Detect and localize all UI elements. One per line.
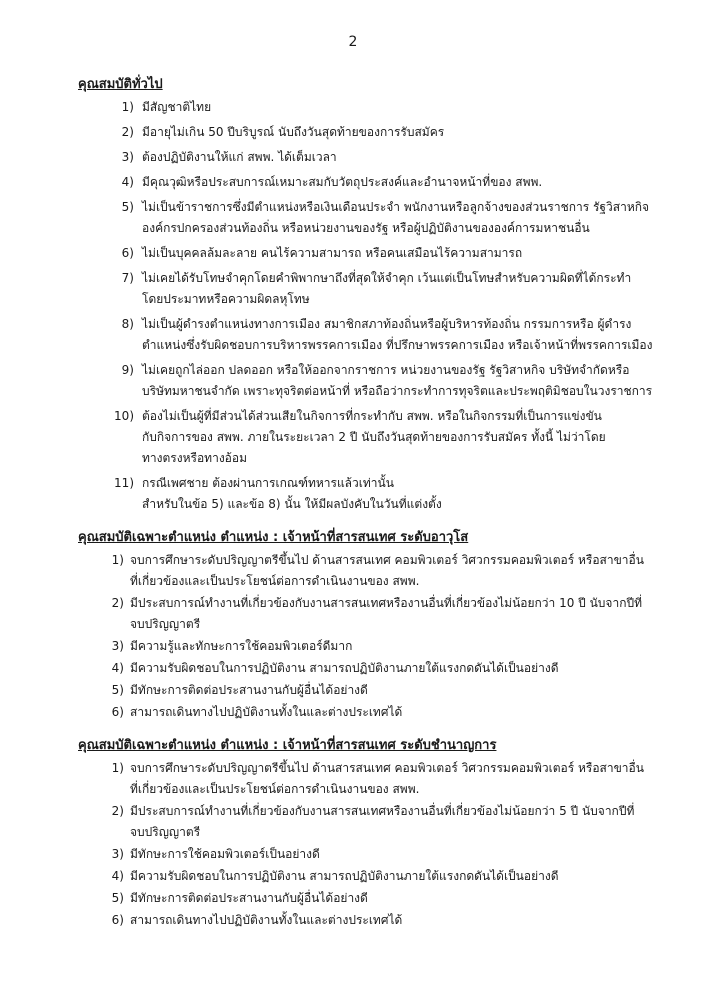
list-item (108, 408, 678, 467)
professional-qualifications-section (78, 737, 678, 929)
item-number: 4) (121, 175, 134, 189)
list-item (108, 595, 678, 633)
item-text-line: ต้องปฏิบัติงานให้แก่ สพพ. ได้เต็มเวลา (142, 150, 337, 164)
item-text-line: มีประสบการณ์ทำงานที่เกี่ยวข้องกับงานสารสนเทศหรืองานอื่นที่เกี่ยวข้องไม่น้อยกว่า 10 ปี นับจากปีที่ (130, 596, 642, 610)
item-text-line: ไม่เคยได้รับโทษจำคุกโดยคำพิพากษาถึงที่สุดให้จำคุก เว้นแต่เป็นโทษสำหรับความผิดที่ได้กระทำ (142, 271, 632, 285)
item-text-line: มีประสบการณ์ทำงานที่เกี่ยวข้องกับงานสารสนเทศหรืองานอื่นที่เกี่ยวข้องไม่น้อยกว่า 5 ปี นับจากปีที่ (130, 804, 635, 818)
item-text-line: มีอายุไม่เกิน 50 ปีบริบูรณ์ นับถึงวันสุดท้ายของการรับสมัคร (142, 125, 445, 139)
list-item (108, 760, 678, 798)
list-item (108, 868, 678, 885)
page-number: 2 (348, 34, 358, 50)
item-text-line: มีสัญชาติไทย (142, 100, 212, 114)
item-text-line: สามารถเดินทางไปปฏิบัติงานทั้งในและต่างประเทศได้ (130, 705, 403, 719)
list-item (108, 552, 678, 590)
item-number: 1) (111, 553, 124, 567)
item-text-line: จบปริญญาตรี (130, 825, 201, 839)
senior-qualifications-list (108, 552, 678, 721)
item-number: 2) (111, 596, 124, 610)
item-text-line: มีความรู้และทักษะการใช้คอมพิวเตอร์ดีมาก (130, 639, 353, 653)
item-number: 4) (111, 869, 124, 883)
professional-qualifications-list (108, 760, 678, 929)
list-item (108, 475, 678, 513)
item-text-line: ไม่เคยถูกไล่ออก ปลดออก หรือให้ออกจากราชการ หน่วยงานของรัฐ รัฐวิสาหกิจ บริษัทจำกัดหรือ (142, 363, 630, 377)
senior-qualifications-heading: คุณสมบัติเฉพาะตำแหน่ง ตำแหน่ง : เจ้าหน้าที่สารสนเทศ ระดับอาวุโส (78, 530, 469, 545)
list-item (108, 912, 678, 929)
item-number: 11) (114, 476, 134, 490)
item-number: 6) (121, 246, 134, 260)
list-item (108, 270, 678, 308)
item-text-line: มีทักษะการติดต่อประสานงานกับผู้อื่นได้อย่างดี (130, 891, 368, 905)
item-text-line: โดยประมาทหรือความผิดลหุโทษ (142, 292, 310, 306)
item-text-line: จบการศึกษาระดับปริญญาตรีขึ้นไป ด้านสารสนเทศ คอมพิวเตอร์ วิศวกรรมคอมพิวเตอร์ หรือสาขาอื่น (130, 761, 644, 775)
item-number: 6) (111, 913, 124, 927)
item-text-line: มีทักษะการติดต่อประสานงานกับผู้อื่นได้อย่างดี (130, 683, 368, 697)
item-text-line: สามารถเดินทางไปปฏิบัติงานทั้งในและต่างประเทศได้ (130, 913, 403, 927)
item-number: 4) (111, 661, 124, 675)
list-item (108, 99, 678, 116)
item-number: 8) (121, 317, 134, 331)
item-text-line: มีความรับผิดชอบในการปฏิบัติงาน สามารถปฏิบัติงานภายใต้แรงกดดันได้เป็นอย่างดี (130, 869, 559, 883)
item-number: 1) (111, 761, 124, 775)
list-item (108, 638, 678, 655)
item-number: 5) (121, 200, 134, 214)
item-number: 3) (111, 639, 124, 653)
item-text-line: กรณีเพศชาย ต้องผ่านการเกณฑ์ทหารแล้วเท่านั้น (142, 476, 394, 490)
item-number: 10) (114, 409, 134, 423)
item-text-line: ไม่เป็นผู้ดำรงตำแหน่งทางการเมือง สมาชิกสภาท้องถิ่นหรือผู้บริหารท้องถิ่น กรรมการหรือ ผู้ดำรง (142, 317, 632, 331)
senior-qualifications-section (78, 529, 678, 721)
general-qualifications-heading: คุณสมบัติทั่วไป (78, 77, 163, 92)
item-text-line: กับกิจการของ สพพ. ภายในระยะเวลา 2 ปี นับถึงวันสุดท้ายของการรับสมัคร ทั้งนี้ ไม่ว่าโดย (142, 430, 606, 444)
item-text-line: องค์กรปกครองส่วนท้องถิ่น หรือหน่วยงานของรัฐ หรือผู้ปฏิบัติงานขององค์การมหาชนอื่น (142, 221, 590, 235)
item-text-line: มีความรับผิดชอบในการปฏิบัติงาน สามารถปฏิบัติงานภายใต้แรงกดดันได้เป็นอย่างดี (130, 661, 559, 675)
list-item (108, 362, 678, 400)
item-text-line: ทางตรงหรือทางอ้อม (142, 451, 247, 465)
list-item (108, 124, 678, 141)
list-item (108, 890, 678, 907)
general-qualifications-list (108, 99, 678, 513)
item-number: 3) (111, 847, 124, 861)
item-number: 6) (111, 705, 124, 719)
item-text-line: ไม่เป็นบุคคลล้มละลาย คนไร้ความสามารถ หรือคนเสมือนไร้ความสามารถ (142, 246, 523, 260)
list-item (108, 245, 678, 262)
item-text-line: จบปริญญาตรี (130, 617, 201, 631)
list-item (108, 846, 678, 863)
general-qualifications-section (78, 76, 678, 513)
professional-qualifications-heading: คุณสมบัติเฉพาะตำแหน่ง ตำแหน่ง : เจ้าหน้าที่สารสนเทศ ระดับชำนาญการ (78, 738, 497, 753)
item-text-line: สำหรับในข้อ 5) และข้อ 8) นั้น ให้มีผลบังคับในวันที่แต่งตั้ง (142, 497, 442, 511)
list-item (108, 316, 678, 354)
item-text-line: ตำแหน่งซึ่งรับผิดชอบการบริหารพรรคการเมือง ที่ปรึกษาพรรคการเมือง หรือเจ้าหน้าที่พรรคการเมือง (142, 338, 653, 352)
item-text-line: ที่เกี่ยวข้องและเป็นประโยชน์ต่อการดำเนินงานของ สพพ. (130, 782, 420, 796)
list-item (108, 174, 678, 191)
item-number: 2) (121, 125, 134, 139)
item-text-line: จบการศึกษาระดับปริญญาตรีขึ้นไป ด้านสารสนเทศ คอมพิวเตอร์ วิศวกรรมคอมพิวเตอร์ หรือสาขาอื่น (130, 553, 644, 567)
item-number: 1) (121, 100, 134, 114)
document-content (78, 76, 678, 934)
item-text-line: ที่เกี่ยวข้องและเป็นประโยชน์ต่อการดำเนินงานของ สพพ. (130, 574, 420, 588)
item-number: 9) (121, 363, 134, 377)
list-item (108, 199, 678, 237)
item-text-line: บริษัทมหาชนจำกัด เพราะทุจริตต่อหน้าที่ หรือถือว่ากระทำการทุจริตและประพฤติมิชอบในวงราชการ (142, 384, 653, 398)
list-item (108, 704, 678, 721)
item-text-line: ไม่เป็นข้าราชการซึ่งมีตำแหน่งหรือเงินเดือนประจำ พนักงานหรือลูกจ้างของส่วนราชการ รัฐวิสาหกิจ (142, 200, 650, 214)
item-number: 7) (121, 271, 134, 285)
item-number: 5) (111, 683, 124, 697)
list-item (108, 660, 678, 677)
item-text-line: มีคุณวุฒิหรือประสบการณ์เหมาะสมกับวัตถุประสงค์และอำนาจหน้าที่ของ สพพ. (142, 175, 543, 189)
item-text-line: ต้องไม่เป็นผู้ที่มีส่วนได้ส่วนเสียในกิจการที่กระทำกับ สพพ. หรือในกิจกรรมที่เป็นการแข่งขัน (142, 409, 602, 423)
item-text-line: มีทักษะการใช้คอมพิวเตอร์เป็นอย่างดี (130, 847, 320, 861)
list-item (108, 149, 678, 166)
item-number: 2) (111, 804, 124, 818)
list-item (108, 682, 678, 699)
item-number: 3) (121, 150, 134, 164)
item-number: 5) (111, 891, 124, 905)
list-item (108, 803, 678, 841)
